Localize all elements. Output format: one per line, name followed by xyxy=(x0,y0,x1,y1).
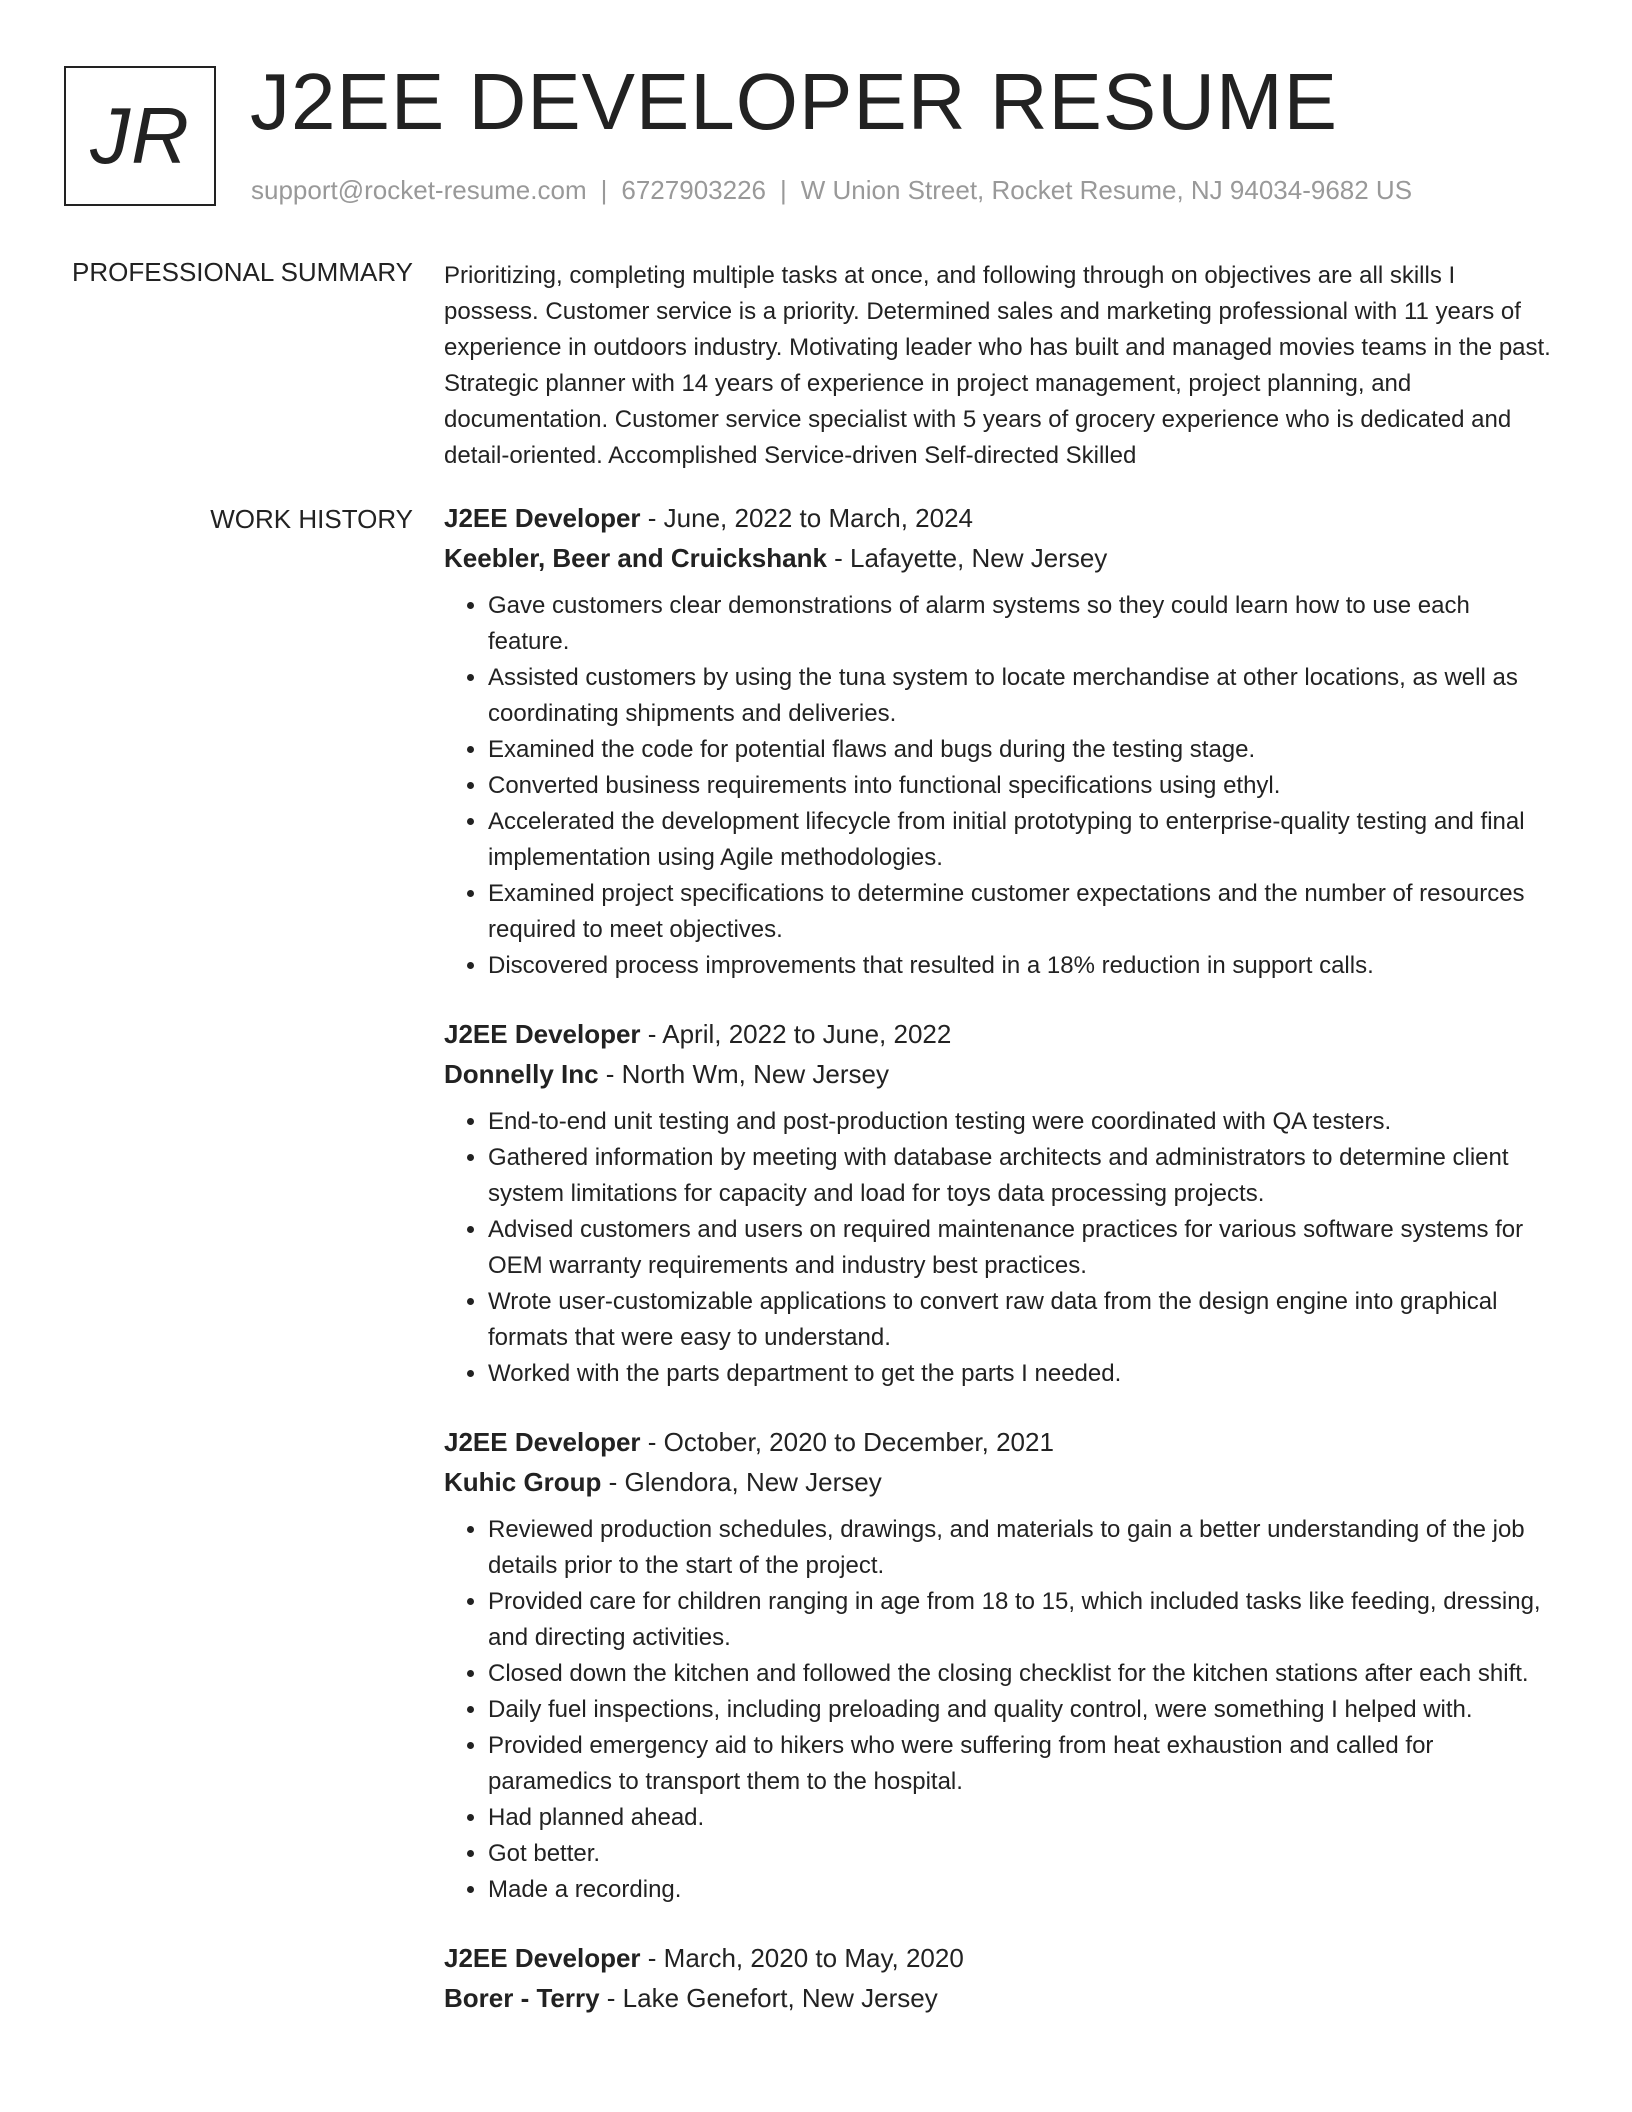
job-title-line xyxy=(444,498,1556,538)
job-bullet: • Closed down the kitchen and followed the closing checklist for the kitchen stations after each shift. xyxy=(488,1656,1556,1692)
job-bullet-list xyxy=(444,588,1556,984)
contact-line xyxy=(251,175,1412,206)
job-company: Borer - Terry xyxy=(444,1983,600,2013)
summary-text: Prioritizing, completing multiple tasks at once, and following through on objectives are all skills I possess. Customer service is a priority. Determined sales and marketing professional with 11 years of experience in outdoors industry. Motivating leader who has built and managed movies teams in the past. Strategic planner with 14 years of experience in project management, project planning, and documentation. Customer service specialist with 5 years of grocery experience who is dedicated and detail-oriented. Accomplished Service-driven Self-directed Skilled xyxy=(444,262,1551,469)
job-location: - Glendora, New Jersey xyxy=(601,1467,882,1497)
job-entry xyxy=(444,498,1556,984)
job-title: J2EE Developer xyxy=(444,1019,641,1049)
work-history-heading: WORK HISTORY xyxy=(210,504,413,534)
job-bullet: • Reviewed production schedules, drawings, and materials to gain a better understanding of the job details prior to the start of the project. xyxy=(488,1512,1556,1584)
monogram-badge: JR xyxy=(64,66,216,206)
job-bullet: • Made a recording. xyxy=(488,1872,1556,1908)
job-bullet: • Worked with the parts department to get the parts I needed. xyxy=(488,1356,1556,1392)
job-location: - Lafayette, New Jersey xyxy=(826,543,1108,573)
job-bullet: • Assisted customers by using the tuna system to locate merchandise at other locations, as well as coordinating shipments and deliveries. xyxy=(488,660,1556,732)
job-location: - Lake Genefort, New Jersey xyxy=(599,1983,938,2013)
job-company-line xyxy=(444,1978,1556,2018)
job-bullet: • Discovered process improvements that resulted in a 18% reduction in support calls. xyxy=(488,948,1556,984)
job-title: J2EE Developer xyxy=(444,503,641,533)
resume-title: J2EE DEVELOPER RESUME xyxy=(250,57,1338,146)
contact-phone: 6727903226 xyxy=(621,175,766,205)
job-entry xyxy=(444,1014,1556,1392)
job-bullet: • Provided care for children ranging in age from 18 to 15, which included tasks like feeding, dressing, and directing activities. xyxy=(488,1584,1556,1656)
job-dates: - April, 2022 to June, 2022 xyxy=(640,1019,952,1049)
job-bullet: • Provided emergency aid to hikers who were suffering from heat exhaustion and called for paramedics to transport them to the hospital. xyxy=(488,1728,1556,1800)
summary-body xyxy=(444,258,1556,474)
job-bullet: • Accelerated the development lifecycle from initial prototyping to enterprise-quality testing and final implementation using Agile methodologies. xyxy=(488,804,1556,876)
job-bullet: • Got better. xyxy=(488,1836,1556,1872)
job-company: Kuhic Group xyxy=(444,1467,602,1497)
job-dates: - June, 2022 to March, 2024 xyxy=(640,503,973,533)
job-location: - North Wm, New Jersey xyxy=(598,1059,889,1089)
summary-heading: PROFESSIONAL SUMMARY xyxy=(72,257,413,287)
job-entry xyxy=(444,1938,1556,2018)
job-company-line xyxy=(444,538,1556,578)
job-dates: - March, 2020 to May, 2020 xyxy=(640,1943,964,1973)
resume-header xyxy=(64,57,1568,214)
job-bullet: • Converted business requirements into functional specifications using ethyl. xyxy=(488,768,1556,804)
job-bullet: • Wrote user-customizable applications to convert raw data from the design engine into graphical formats that were easy to understand. xyxy=(488,1284,1556,1356)
contact-address: W Union Street, Rocket Resume, NJ 94034-9682 US xyxy=(800,175,1413,205)
job-title: J2EE Developer xyxy=(444,1943,641,1973)
job-bullet: • Examined the code for potential flaws and bugs during the testing stage. xyxy=(488,732,1556,768)
job-title-line xyxy=(444,1938,1556,1978)
job-title-line xyxy=(444,1014,1556,1054)
job-dates: - October, 2020 to December, 2021 xyxy=(640,1427,1054,1457)
contact-separator: | xyxy=(780,175,787,205)
job-bullet: • Advised customers and users on required maintenance practices for various software systems for OEM warranty requirements and industry best practices. xyxy=(488,1212,1556,1284)
job-title: J2EE Developer xyxy=(444,1427,641,1457)
job-bullet: • Gathered information by meeting with database architects and administrators to determine client system limitations for capacity and load for toys data processing projects. xyxy=(488,1140,1556,1212)
job-bullet-list xyxy=(444,1104,1556,1392)
job-bullet: • Daily fuel inspections, including preloading and quality control, were something I helped with. xyxy=(488,1692,1556,1728)
contact-email: support@rocket-resume.com xyxy=(251,175,587,205)
job-company-line xyxy=(444,1054,1556,1094)
job-title-line xyxy=(444,1422,1556,1462)
job-bullet: • Had planned ahead. xyxy=(488,1800,1556,1836)
job-entry xyxy=(444,1422,1556,1908)
job-bullet: • End-to-end unit testing and post-production testing were coordinated with QA testers. xyxy=(488,1104,1556,1140)
job-bullet: • Examined project specifications to determine customer expectations and the number of resources required to meet objectives. xyxy=(488,876,1556,948)
job-company: Donnelly Inc xyxy=(444,1059,599,1089)
job-bullet-list xyxy=(444,1512,1556,1908)
contact-separator: | xyxy=(600,175,608,205)
work-history-list xyxy=(444,498,1556,2048)
job-company: Keebler, Beer and Cruickshank xyxy=(444,543,827,573)
job-bullet: • Gave customers clear demonstrations of alarm systems so they could learn how to use each feature. xyxy=(488,588,1556,660)
job-company-line xyxy=(444,1462,1556,1502)
